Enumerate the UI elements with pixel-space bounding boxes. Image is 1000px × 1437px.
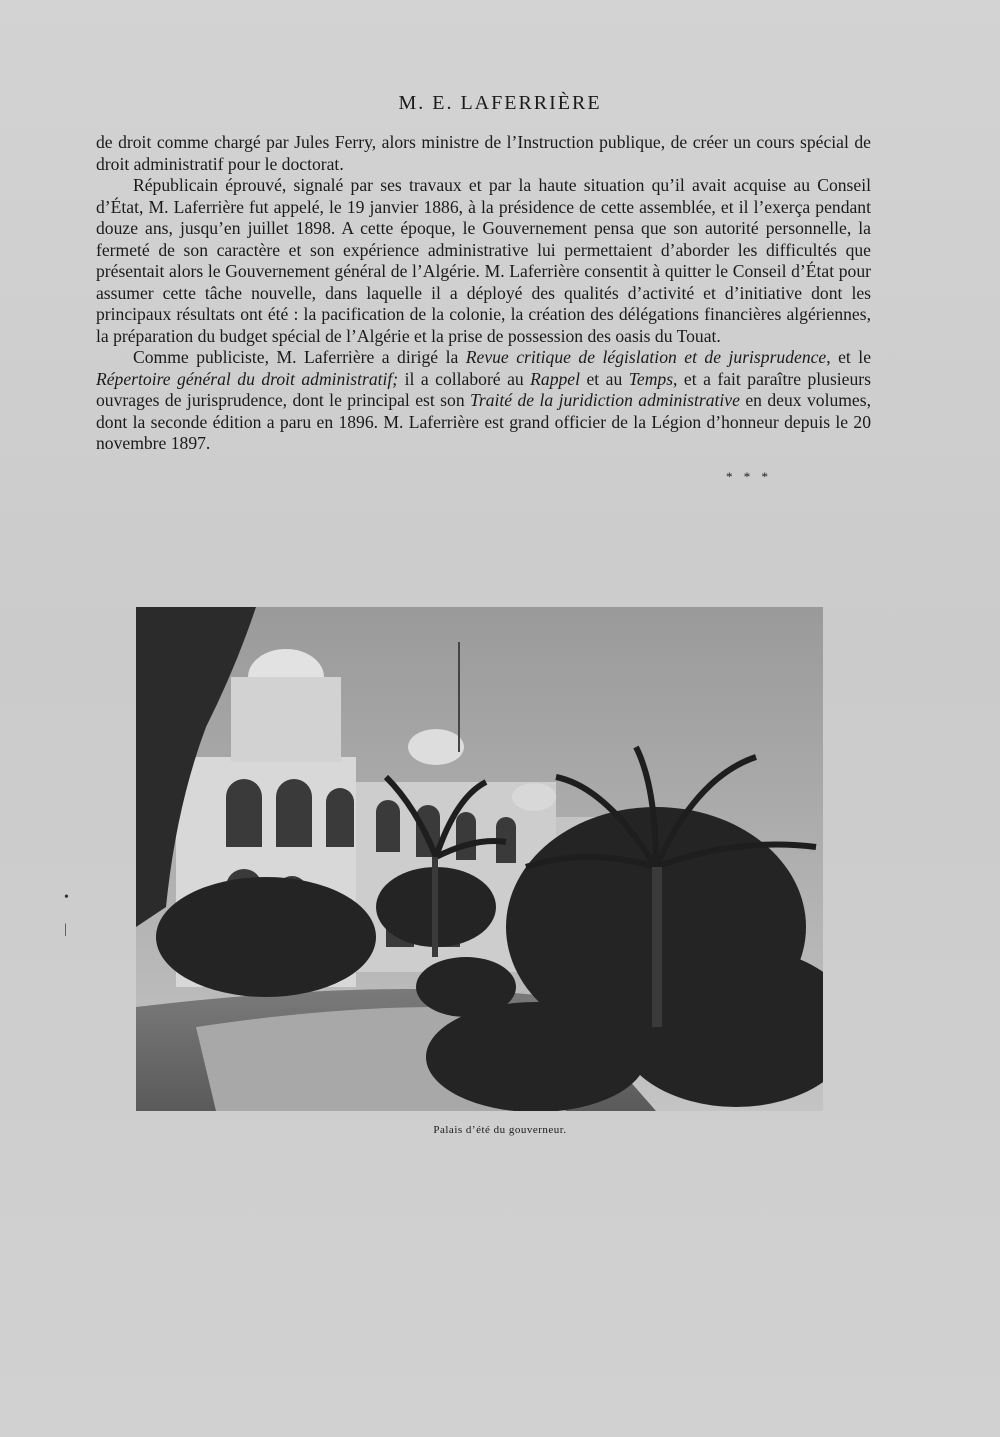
palace-photograph <box>136 607 823 1111</box>
paragraph-3-text: , et le <box>826 347 871 367</box>
journal-title-revue-critique: Revue critique de législation et de jurisprudence <box>465 347 827 367</box>
paragraph-3 <box>96 347 871 455</box>
newspaper-title-rappel: Rappel <box>530 368 580 389</box>
article-body <box>96 132 871 455</box>
newspaper-title-temps: Temps <box>628 368 674 389</box>
paragraph-3-text: en deux volumes, dont la seconde édition a paru en 1896. M. Laferrière est grand officier de la Légion d’honneur depuis le 20 novembre 1897. <box>96 390 871 453</box>
paragraph-1: de droit comme chargé par Jules Ferry, alors ministre de l’Instruction publique, de créer un cours spécial de droit administratif pour le doctorat. <box>96 132 871 174</box>
work-title-repertoire: Répertoire général du droit administratif; <box>96 368 399 389</box>
paragraph-3-text: , et a fait paraître plusieurs ouvrages de jurisprudence, dont le principal est son <box>96 368 871 410</box>
paragraph-3-text: il a collaboré au <box>398 368 531 389</box>
paragraph-2: Républicain éprouvé, signalé par ses travaux et par la haute situation qu’il avait acquise au Conseil d’État, M. Laferrière fut appelé, le 19 janvier 1886, à la présidence de cette assemblée, et il l’exerça pendant douze ans, jusqu’en juillet 1898. A cette époque, le Gouvernement pensa que son autorité personnelle, la fermeté de son caractère et son expérience administrative lui permettaient d’aborder les difficultés que présentait alors le Gouvernement général de l’Algérie. M. Laferrière consentit à quitter le Conseil d’État pour assumer cette tâche nouvelle, dans laquelle il a déployé des qualités d’activité et d’initiative dont les principaux résultats ont été : la pacification de la colonie, la création des délégations financières algériennes, la préparation du budget spécial de l’Algérie et la prise de possession des oasis du Touat. <box>96 175 871 346</box>
work-title-traite: Traité de la juridiction administrative <box>470 390 740 410</box>
margin-mark: | <box>64 922 67 937</box>
photo-caption: Palais d’été du gouverneur. <box>433 1124 567 1136</box>
running-title: M. E. LAFERRIÈRE <box>398 92 602 114</box>
paragraph-3-text: et au <box>580 368 629 389</box>
paragraph-3-text: Comme publiciste, M. Laferrière a dirigé la <box>133 347 466 367</box>
section-separator: * * * <box>726 469 772 484</box>
margin-mark: • <box>64 890 69 905</box>
